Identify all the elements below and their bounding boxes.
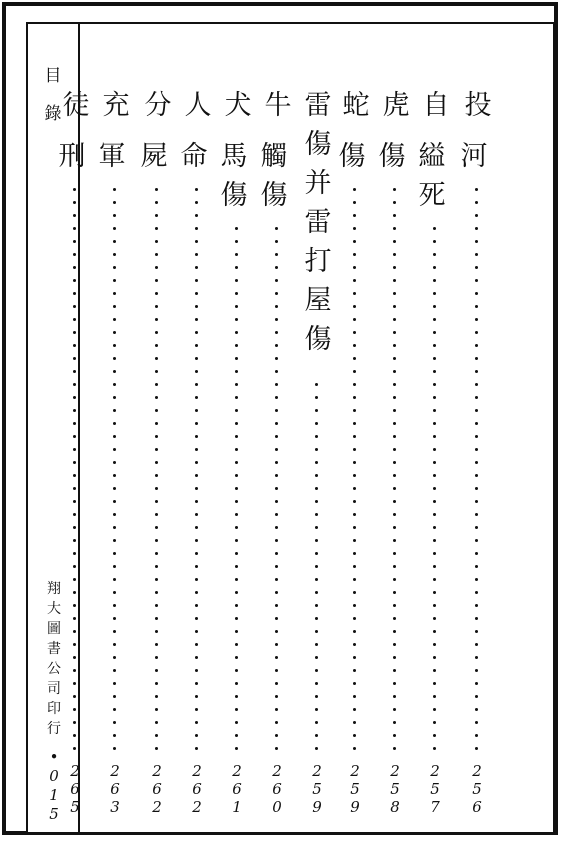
entry-title-line [96, 137, 128, 176]
page-number [66, 762, 84, 816]
toc-entry [258, 86, 298, 826]
title-char: 觸 [260, 141, 288, 172]
entry-title-line [258, 137, 290, 215]
page-digit: 2 [110, 762, 120, 780]
entry-title-line [56, 137, 88, 176]
entry-title-line [376, 137, 408, 176]
entry-title-line [302, 86, 334, 359]
page-digit: 6 [152, 780, 162, 798]
title-char: 徒 [62, 90, 90, 121]
title-char: 傷 [378, 141, 406, 172]
publisher-char: 書 [47, 641, 61, 657]
title-char: 自 [422, 90, 450, 121]
publisher-char: 大 [47, 601, 61, 617]
page-number [148, 762, 166, 816]
page-digit: 2 [472, 762, 482, 780]
page-digit: 2 [192, 798, 202, 816]
page-digit: 5 [70, 798, 80, 816]
folio-char: 1 [49, 786, 59, 804]
title-char: 軍 [98, 141, 126, 172]
page-digit: 2 [192, 762, 202, 780]
entry-title-line [178, 137, 210, 176]
page-digit: 2 [232, 762, 242, 780]
title-char: 馬 [220, 141, 248, 172]
page-frame [2, 2, 558, 835]
toc-entry [56, 86, 96, 826]
entry-title-line [142, 86, 174, 125]
page-digit: 6 [70, 780, 80, 798]
title-char: 傷 [304, 324, 332, 355]
toc-entry [416, 86, 456, 826]
page-number [426, 762, 444, 816]
page-digit: 5 [390, 780, 400, 798]
title-char: 充 [102, 90, 130, 121]
entry-title-line [340, 86, 372, 125]
page-digit: 2 [430, 762, 440, 780]
toc-entry [96, 86, 136, 826]
page-digit: 5 [472, 780, 482, 798]
page-number [386, 762, 404, 816]
title-char: 虎 [382, 90, 410, 121]
page-digit: 2 [70, 762, 80, 780]
page-number [468, 762, 486, 816]
publisher-char: 公 [47, 661, 61, 677]
entry-title-line [458, 137, 490, 176]
toc-entry [178, 86, 218, 826]
title-char: 縊 [418, 141, 446, 172]
page-digit: 6 [192, 780, 202, 798]
page-digit: 2 [390, 762, 400, 780]
title-char: 傷 [304, 129, 332, 160]
page-digit: 2 [350, 762, 360, 780]
title-char: 并 [304, 168, 332, 199]
page-number [268, 762, 286, 816]
title-char: 命 [180, 141, 208, 172]
page-number [346, 762, 364, 816]
page-digit: 9 [350, 798, 360, 816]
title-char: 牛 [264, 90, 292, 121]
folio-char: 0 [49, 767, 59, 785]
title-char: 雷 [304, 90, 332, 121]
title-char: 分 [144, 90, 172, 121]
title-char: 屋 [304, 285, 332, 316]
publisher-char: 翔 [47, 581, 61, 597]
folio-char: • [49, 748, 59, 766]
entry-title-line [380, 86, 412, 125]
toc-entry [458, 86, 498, 826]
title-char: 投 [464, 90, 492, 121]
page-digit: 2 [312, 762, 322, 780]
page-digit: 6 [472, 798, 482, 816]
page-digit: 5 [350, 780, 360, 798]
page-digit: 1 [232, 798, 242, 816]
page-number [106, 762, 124, 816]
title-char: 蛇 [342, 90, 370, 121]
page-digit: 7 [430, 798, 440, 816]
page-digit: 2 [152, 762, 162, 780]
folio-char: 5 [49, 805, 59, 823]
entry-title-line [138, 137, 170, 176]
page-digit: 8 [390, 798, 400, 816]
entry-title-line [420, 86, 452, 125]
publisher-char: 行 [47, 721, 61, 737]
entry-title-line [416, 137, 448, 215]
page-digit: 2 [152, 798, 162, 816]
publisher-char: 司 [47, 681, 61, 697]
title-char: 人 [184, 90, 212, 121]
page-digit: 5 [312, 780, 322, 798]
section-title-char: 目 [44, 66, 62, 86]
title-char: 雷 [304, 207, 332, 238]
title-char: 犬 [224, 90, 252, 121]
page-digit: 5 [430, 780, 440, 798]
publisher-char: 圖 [47, 621, 61, 637]
entry-title-line [336, 137, 368, 176]
entry-title-line [60, 86, 92, 125]
title-char: 河 [460, 141, 488, 172]
toc-entry [376, 86, 416, 826]
page-digit: 6 [232, 780, 242, 798]
page-content [26, 22, 555, 834]
entry-title-line [262, 86, 294, 125]
section-title-char: 錄 [44, 104, 62, 124]
title-char: 傷 [260, 180, 288, 211]
title-char: 死 [418, 180, 446, 211]
page-digit: 2 [272, 762, 282, 780]
publisher-char: 印 [47, 701, 61, 717]
toc-entry [298, 86, 338, 826]
toc-entry [138, 86, 178, 826]
page-digit: 6 [272, 780, 282, 798]
entry-title-line [218, 137, 250, 215]
page-digit: 6 [110, 780, 120, 798]
title-char: 傷 [338, 141, 366, 172]
title-char: 打 [304, 246, 332, 277]
title-char: 屍 [140, 141, 168, 172]
title-char: 刑 [58, 141, 86, 172]
page-number [228, 762, 246, 816]
page-digit: 9 [312, 798, 322, 816]
title-char: 傷 [220, 180, 248, 211]
page-number [308, 762, 326, 816]
entry-title-line [182, 86, 214, 125]
page-digit: 0 [272, 798, 282, 816]
page-number [188, 762, 206, 816]
entry-title-line [222, 86, 254, 125]
toc-entry [218, 86, 258, 826]
toc-entry [336, 86, 376, 826]
entry-title-line [100, 86, 132, 125]
entry-title-line [462, 86, 494, 125]
page-digit: 3 [110, 798, 120, 816]
